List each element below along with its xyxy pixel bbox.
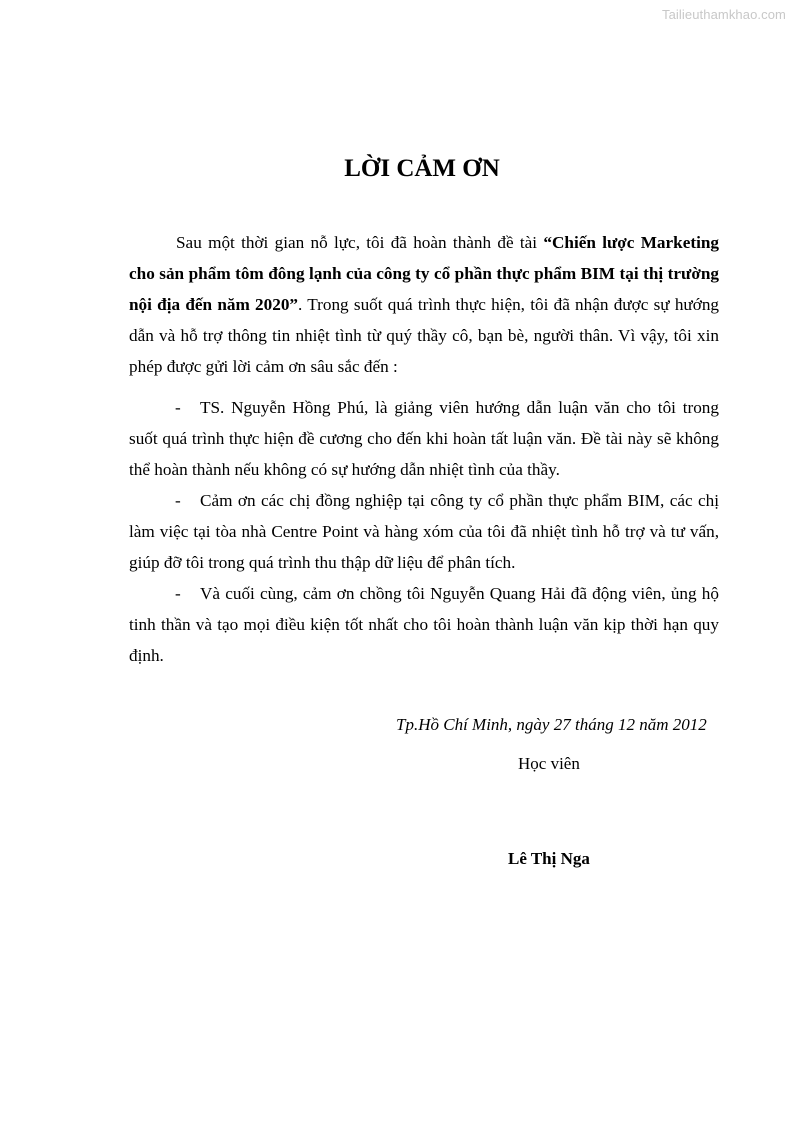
bullet-dash: - [175,398,181,417]
signer-role: Học viên [518,754,580,773]
bullet-dash: - [175,491,181,510]
page-title: LỜI CẢM ƠN [344,155,500,182]
acknowledgement-list [129,392,719,671]
intro-text-part2: . Trong suốt quá trình thực hiện, tôi đã nhận được sự hướng dẫn và hỗ trợ thông tin nhiệt tình từ quý thầy cô, bạn bè, người thân. Vì vậy, tôi xin phép được gửi lời cảm ơn sâu sắc đến : [129,295,720,376]
bullet-dash: - [175,584,181,603]
list-item [129,392,719,485]
intro-text-part1: Sau một thời gian nỗ lực, tôi đã hoàn thành đề tài [176,233,544,252]
intro-paragraph [129,227,719,382]
list-item [129,578,719,671]
thesis-title: “Chiến lược Marketing cho sản phẩm tôm đông lạnh của công ty cổ phần thực phẩm BIM tại thị trường nội địa đến năm 2020” [129,233,719,314]
place-date: Tp.Hồ Chí Minh, ngày 27 tháng 12 năm 2012 [396,715,707,734]
signer-name: Lê Thị Nga [508,849,590,868]
list-item-text: Và cuối cùng, cảm ơn chồng tôi Nguyễn Quang Hải đã động viên, ủng hộ tinh thần và tạo mọi điều kiện tốt nhất cho tôi hoàn thành luận văn kịp thời hạn quy định. [129,584,719,665]
list-item-text: TS. Nguyễn Hồng Phú, là giảng viên hướng dẫn luận văn cho tôi trong suốt quá trình thực hiện đề cương cho đến khi hoàn tất luận văn. Đề tài này sẽ không thể hoàn thành nếu không có sự hướng dẫn nhiệt tình của thầy. [129,398,719,479]
list-item-text: Cảm ơn các chị đồng nghiệp tại công ty cổ phần thực phẩm BIM, các chị làm việc tại tòa nhà Centre Point và hàng xóm của tôi đã nhiệt tình hỗ trợ và tư vấn, giúp đỡ tôi trong quá trình thu thập dữ liệu để phân tích. [129,491,719,572]
list-item [129,485,719,578]
watermark: Tailieuthamkhao.com [661,7,786,22]
